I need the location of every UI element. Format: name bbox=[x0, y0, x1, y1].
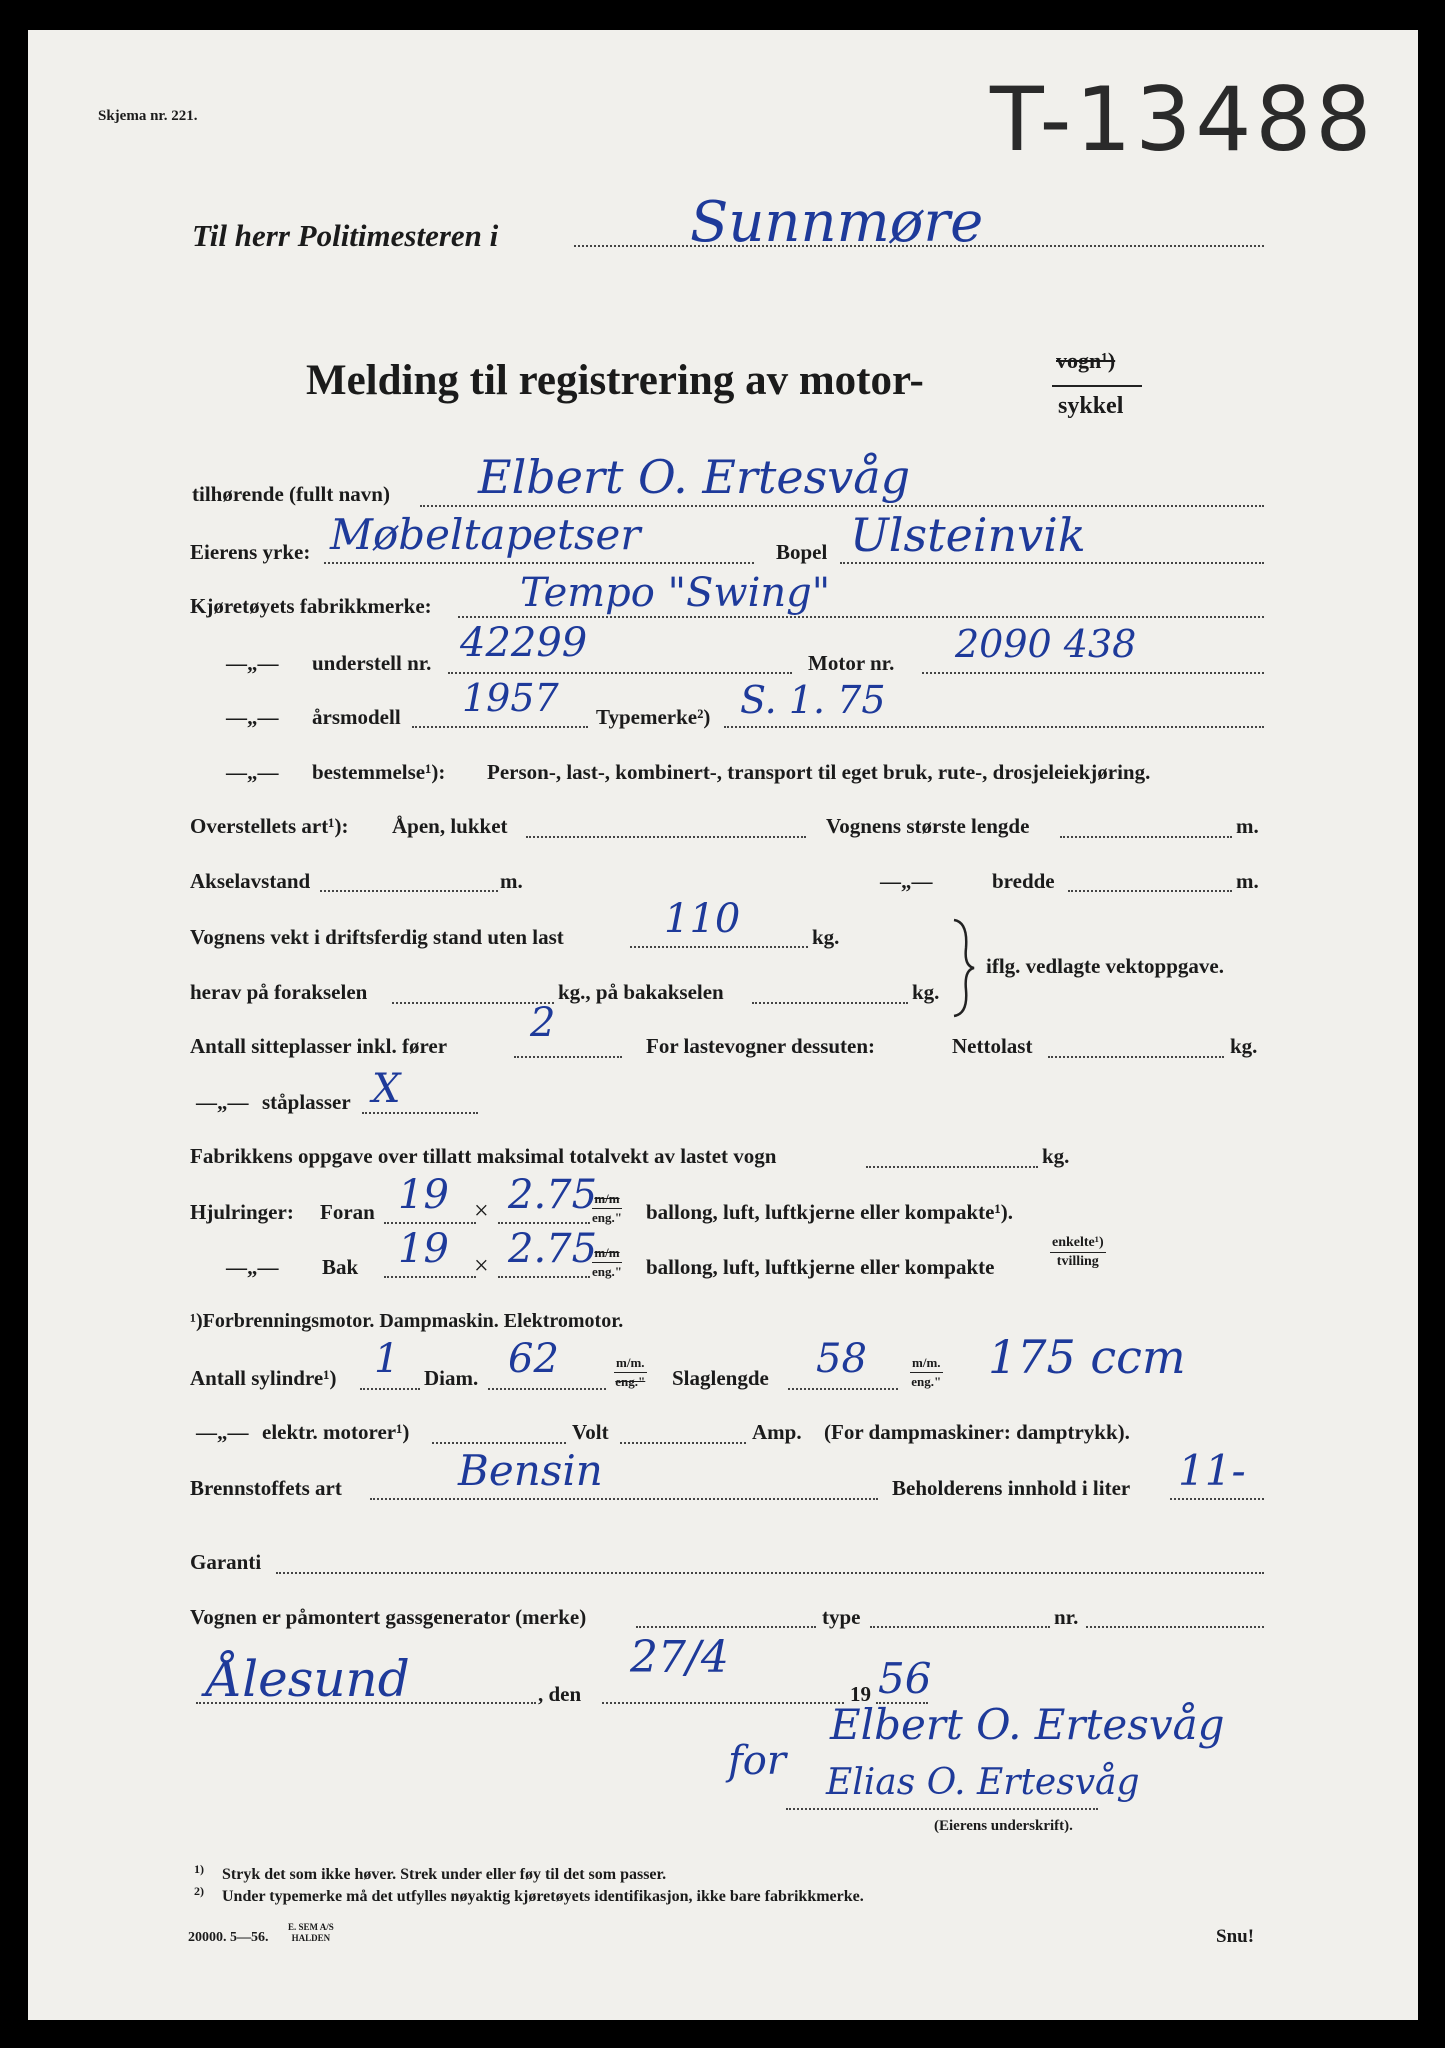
length-unit: m. bbox=[1236, 814, 1259, 838]
length-line bbox=[1060, 836, 1232, 838]
footnote-1: Stryk det som ikke høver. Strek under eller føy til det som passer. bbox=[222, 1866, 667, 1883]
width-unit: m. bbox=[1236, 869, 1259, 893]
tyres-rear-label: Bak bbox=[322, 1255, 359, 1279]
seats-value: 2 bbox=[530, 1000, 556, 1046]
type-value: S. 1. 75 bbox=[740, 678, 886, 722]
stroke-label: Slaglengde bbox=[672, 1366, 769, 1390]
ditto-mark: —„— bbox=[196, 1420, 249, 1444]
year-line bbox=[412, 726, 588, 728]
tank-label: Beholderens innhold i liter bbox=[892, 1476, 1131, 1500]
tyre-front-times: × bbox=[474, 1196, 489, 1225]
year-prefix: 19 bbox=[850, 1682, 871, 1706]
occupation-value: Møbeltapetser bbox=[330, 510, 641, 559]
tyre-front-b-value: 2.75 bbox=[508, 1172, 598, 1218]
engine-types: ¹)Forbrenningsmotor. Dampmaskin. Elektromotor. bbox=[190, 1310, 624, 1332]
tyre-front-a-line bbox=[384, 1222, 476, 1224]
tyre-rear-a-value: 19 bbox=[398, 1226, 449, 1272]
warranty-line bbox=[276, 1572, 1264, 1574]
displacement-value: 175 ccm bbox=[988, 1330, 1186, 1384]
rear-axle-line bbox=[752, 1002, 908, 1004]
addressee-label: Til herr Politimesteren i bbox=[192, 218, 499, 253]
residence-label: Bopel bbox=[776, 540, 828, 564]
tyre-front-kinds: ballong, luft, luftkjerne eller kompakte¹). bbox=[646, 1200, 1013, 1224]
signature-line bbox=[786, 1808, 1098, 1810]
signature-for: for bbox=[728, 1738, 787, 1784]
year-label: årsmodell bbox=[312, 705, 401, 729]
make-label: Kjøretøyets fabrikkmerke: bbox=[190, 594, 432, 618]
gas-generator-line bbox=[636, 1626, 816, 1628]
ditto-mark: —„— bbox=[226, 760, 279, 784]
title-option-vogn: vogn¹) bbox=[1056, 348, 1116, 373]
archive-number: T-13488 bbox=[990, 68, 1376, 171]
residence-value: Ulsteinvik bbox=[850, 508, 1086, 562]
tyre-rear-kinds: ballong, luft, luftkjerne eller kompakte bbox=[646, 1255, 995, 1279]
standing-value: X bbox=[372, 1066, 401, 1112]
ditto-mark: —„— bbox=[196, 1090, 249, 1114]
ditto-mark: —„— bbox=[226, 651, 279, 675]
signature-owner: Elbert O. Ertesvåg bbox=[830, 1700, 1225, 1749]
form-number: Skjema nr. 221. bbox=[98, 108, 198, 124]
diameter-label: Diam. bbox=[424, 1366, 479, 1390]
length-label: Vognens største lengde bbox=[826, 814, 1030, 838]
purpose-label: bestemmelse¹): bbox=[312, 760, 446, 784]
gas-type-line bbox=[870, 1626, 1050, 1628]
tyre-front-b-line bbox=[498, 1222, 590, 1224]
diameter-unit: m/m. eng." bbox=[615, 1355, 646, 1389]
chassis-label: understell nr. bbox=[312, 651, 432, 675]
title-option-sykkel: sykkel bbox=[1058, 393, 1124, 419]
gas-nr-label: nr. bbox=[1054, 1605, 1079, 1629]
type-line bbox=[724, 726, 1264, 728]
year-value: 1957 bbox=[462, 676, 559, 720]
front-axle-label: herav på forakselen bbox=[190, 980, 368, 1004]
truck-label: For lastevogner dessuten: bbox=[646, 1034, 876, 1058]
body-kind-line bbox=[526, 836, 806, 838]
year-suffix-value: 56 bbox=[878, 1654, 932, 1703]
cylinders-line bbox=[360, 1388, 420, 1390]
gas-generator-label: Vognen er påmontert gassgenerator (merke) bbox=[190, 1605, 587, 1629]
residence-line bbox=[840, 562, 1264, 564]
fuel-line bbox=[370, 1498, 878, 1500]
tyre-front-unit: m/m eng." bbox=[592, 1191, 622, 1225]
ditto-mark: —„— bbox=[226, 1255, 279, 1279]
gas-nr-line bbox=[1086, 1626, 1264, 1628]
steam-note: (For dampmaskiner: damptrykk). bbox=[824, 1420, 1130, 1444]
rear-axle-unit: kg. bbox=[912, 980, 940, 1004]
occupation-line bbox=[324, 562, 754, 564]
net-load-label: Nettolast bbox=[952, 1034, 1033, 1058]
net-load-unit: kg. bbox=[1230, 1034, 1258, 1058]
volt-line bbox=[620, 1442, 746, 1444]
stroke-unit: m/m. eng." bbox=[911, 1355, 942, 1389]
stroke-value: 58 bbox=[816, 1336, 867, 1382]
seats-line bbox=[514, 1056, 622, 1058]
axle-line bbox=[320, 890, 498, 892]
volt-label: Volt bbox=[572, 1420, 609, 1444]
axle-label: Akselavstand bbox=[190, 869, 311, 893]
tyre-rear-b-value: 2.75 bbox=[508, 1226, 598, 1272]
net-load-line bbox=[1048, 1056, 1224, 1058]
electric-motors-line bbox=[432, 1442, 566, 1444]
fuel-value: Bensin bbox=[458, 1446, 603, 1495]
cylinders-value: 1 bbox=[374, 1336, 400, 1382]
type-label: Typemerke²) bbox=[596, 705, 711, 729]
electric-motors-label: elektr. motorer¹) bbox=[262, 1420, 410, 1444]
form-title: Melding til registrering av motor- bbox=[306, 357, 924, 404]
rear-axle-label: kg., på bakakselen bbox=[558, 980, 724, 1004]
date-line bbox=[602, 1702, 844, 1704]
printer-mark: E. SEM A/S HALDEN bbox=[288, 1922, 334, 1943]
date-label: , den bbox=[538, 1682, 582, 1706]
seats-label: Antall sitteplasser inkl. fører bbox=[190, 1034, 448, 1058]
stroke-line bbox=[788, 1388, 898, 1390]
tyres-label: Hjulringer: bbox=[190, 1200, 294, 1224]
motor-value: 2090 438 bbox=[955, 622, 1137, 666]
make-line bbox=[458, 616, 1264, 618]
tyre-rear-unit: m/m eng." bbox=[592, 1245, 622, 1279]
footnote-2-mark: 2) bbox=[194, 1884, 204, 1898]
gas-type-label: type bbox=[822, 1605, 861, 1629]
owner-name-value: Elbert O. Ertesvåg bbox=[478, 450, 911, 504]
owner-name-label: tilhørende (fullt navn) bbox=[192, 482, 390, 506]
max-weight-label: Fabrikkens oppgave over tillatt maksimal totalvekt av lastet vogn bbox=[190, 1144, 777, 1168]
place-value: Ålesund bbox=[206, 1650, 410, 1708]
owner-name-line bbox=[420, 505, 1264, 507]
tyre-rear-times: × bbox=[474, 1251, 489, 1280]
signature-caption: (Eierens underskrift). bbox=[934, 1818, 1073, 1834]
diameter-value: 62 bbox=[508, 1336, 559, 1382]
ditto-mark: —„— bbox=[880, 869, 933, 893]
weight-empty-line bbox=[630, 946, 808, 948]
ditto-mark: —„— bbox=[226, 705, 279, 729]
make-value: Tempo "Swing" bbox=[520, 570, 831, 616]
turn-over-note: Snu! bbox=[1216, 1926, 1255, 1947]
chassis-line bbox=[448, 672, 792, 674]
tank-value: 11- bbox=[1178, 1446, 1246, 1495]
date-value: 27/4 bbox=[630, 1632, 729, 1683]
print-run: 20000. 5—56. bbox=[188, 1930, 269, 1945]
axle-unit: m. bbox=[500, 869, 523, 893]
district-value: Sunnmøre bbox=[690, 190, 984, 255]
title-fraction-bar bbox=[1052, 385, 1142, 387]
tyre-rear-b-line bbox=[498, 1276, 590, 1278]
fuel-label: Brennstoffets art bbox=[190, 1476, 342, 1500]
body-kind-label: Overstellets art¹): bbox=[190, 814, 349, 838]
tank-line bbox=[1170, 1498, 1264, 1500]
footnote-2: Under typemerke må det utfylles nøyaktig kjøretøyets identifikasjon, ikke bare fabrikkmerke. bbox=[222, 1888, 864, 1905]
motor-line bbox=[922, 672, 1264, 674]
occupation-label: Eierens yrke: bbox=[190, 540, 311, 564]
weight-empty-label: Vognens vekt i driftsferdig stand uten last bbox=[190, 925, 564, 949]
weight-empty-value: 110 bbox=[664, 896, 741, 942]
purpose-options: Person-, last-, kombinert-, transport til eget bruk, rute-, drosjeleiekjøring. bbox=[487, 760, 1151, 784]
weight-note: iflg. vedlagte vektoppgave. bbox=[986, 954, 1224, 978]
motor-label: Motor nr. bbox=[808, 651, 895, 675]
width-line bbox=[1068, 890, 1232, 892]
tyre-rear-a-line bbox=[384, 1276, 476, 1278]
signature-signer: Elias O. Ertesvåg bbox=[826, 1762, 1140, 1803]
footnote-1-mark: 1) bbox=[194, 1862, 204, 1876]
tyres-front-label: Foran bbox=[320, 1200, 375, 1224]
diameter-line bbox=[488, 1388, 606, 1390]
max-weight-unit: kg. bbox=[1042, 1144, 1070, 1168]
standing-line bbox=[362, 1112, 478, 1114]
width-label: bredde bbox=[992, 869, 1055, 893]
weight-brace bbox=[948, 918, 978, 1018]
body-kind-options: Åpen, lukket bbox=[392, 814, 508, 838]
max-weight-line bbox=[866, 1166, 1038, 1168]
warranty-label: Garanti bbox=[190, 1550, 262, 1574]
amp-label: Amp. bbox=[752, 1420, 802, 1444]
tyre-front-a-value: 19 bbox=[398, 1172, 449, 1218]
standing-label: ståplasser bbox=[262, 1090, 351, 1114]
weight-empty-unit: kg. bbox=[812, 925, 840, 949]
cylinders-label: Antall sylindre¹) bbox=[190, 1366, 337, 1390]
chassis-value: 42299 bbox=[460, 620, 588, 666]
tyre-mount-options: enkelte¹) tvilling bbox=[1052, 1235, 1104, 1269]
